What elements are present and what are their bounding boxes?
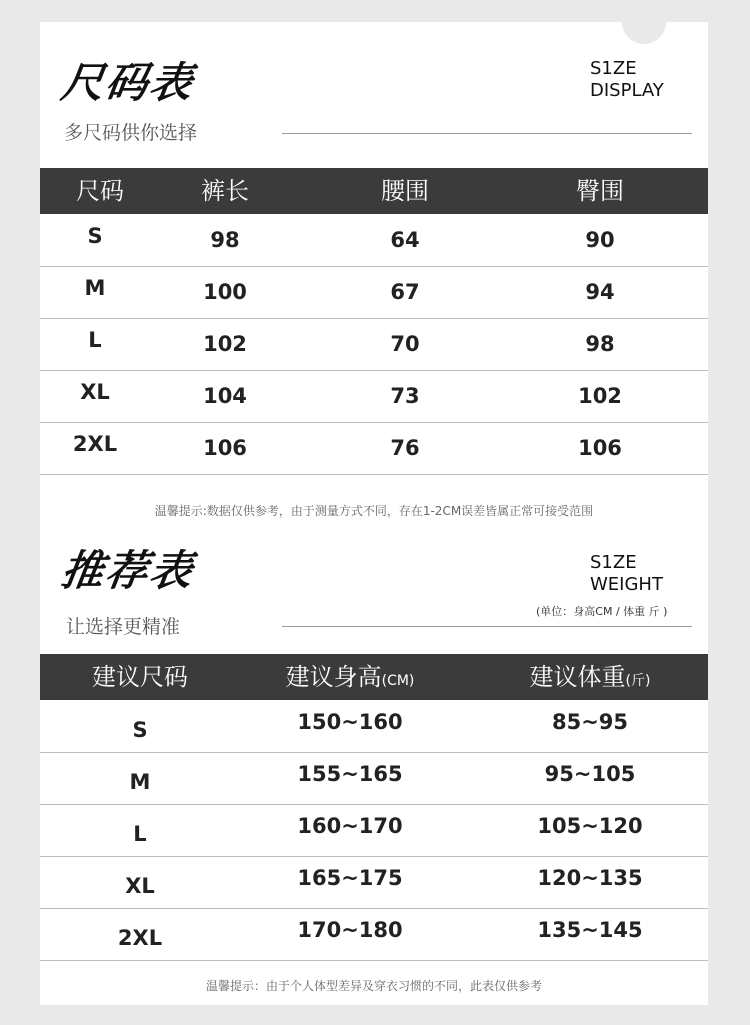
cell-height: 150~160 [297,710,403,734]
cell-size: XL [80,380,110,404]
cell-size: M [129,770,151,794]
recommend-chart-en-label [590,552,663,596]
table-row [40,908,708,961]
cell-hip: 98 [585,332,615,356]
cell-waist: 70 [390,332,420,356]
header-waist: 腰围 [381,177,429,205]
cell-hip: 102 [578,384,622,408]
header-label: 建议体重 [529,663,626,691]
en-label-line1: S1ZE [590,552,637,573]
recommend-chart-title: 推荐表 [58,546,198,595]
cell-hip: 94 [585,280,615,304]
table-row [40,752,708,805]
en-label-line2: WEIGHT [590,574,663,595]
size-chart-tip: 温馨提示:数据仅供参考，由于测量方式不同，存在1-2CM误差皆属正常可接受范围 [154,504,594,518]
cell-hip: 90 [585,228,615,252]
cell-length: 104 [203,384,247,408]
header-recommended-height [250,654,450,700]
header-recommended-weight [490,654,690,700]
recommend-chart-subtitle: 让选择更精准 [66,616,181,638]
recommend-chart-divider [282,626,692,627]
table-row [40,214,708,267]
card-notch [622,0,666,44]
cell-height: 155~165 [297,762,403,786]
cell-height: 170~180 [297,918,403,942]
table-row [40,266,708,319]
cell-height: 165~175 [297,866,403,890]
cell-length: 102 [203,332,247,356]
en-label-line1: S1ZE [590,58,637,79]
cell-weight: 135~145 [537,918,643,942]
cell-size: S [87,224,103,248]
header-length: 裤长 [201,177,249,205]
header-hip: 臀围 [576,177,624,205]
header-label: 建议尺码 [92,663,188,691]
cell-size: 2XL [117,926,163,950]
cell-length: 100 [203,280,247,304]
table-row [40,700,708,753]
cell-waist: 76 [390,436,420,460]
table-row [40,804,708,857]
table-row [40,856,708,909]
size-table-header [40,168,708,214]
cell-size: 2XL [72,432,118,456]
cell-weight: 85~95 [551,710,629,734]
recommend-table-header [40,654,708,700]
header-size: 尺码 [76,177,124,205]
cell-size: L [88,328,102,352]
size-chart-en-label [590,58,664,102]
cell-size: M [84,276,106,300]
recommend-chart-tip: 温馨提示：由于个人体型差异及穿衣习惯的不同，此表仅供参考 [205,979,542,993]
size-chart-divider [282,133,692,134]
cell-size: S [132,718,148,742]
cell-height: 160~170 [297,814,403,838]
cell-length: 106 [203,436,247,460]
header-recommended-size [40,654,240,700]
cell-size: XL [125,874,155,898]
cell-weight: 120~135 [537,866,643,890]
cell-weight: 105~120 [537,814,643,838]
unit-note: (单位：身高CM / 体重 斤 ) [536,605,668,618]
size-chart-subtitle: 多尺码供你选择 [64,122,198,144]
cell-waist: 64 [390,228,420,252]
table-row [40,370,708,423]
size-chart-title: 尺码表 [58,58,198,107]
header-label: 建议身高 [285,663,382,691]
cell-waist: 67 [390,280,420,304]
cell-length: 98 [210,228,240,252]
cell-size: L [133,822,147,846]
en-label-line2: DISPLAY [590,80,664,101]
table-row [40,318,708,371]
header-unit: (斤) [625,673,651,689]
header-unit: (CM) [381,673,415,689]
cell-hip: 106 [578,436,622,460]
table-row [40,422,708,475]
size-card [40,22,708,1005]
cell-waist: 73 [390,384,420,408]
cell-weight: 95~105 [544,762,636,786]
